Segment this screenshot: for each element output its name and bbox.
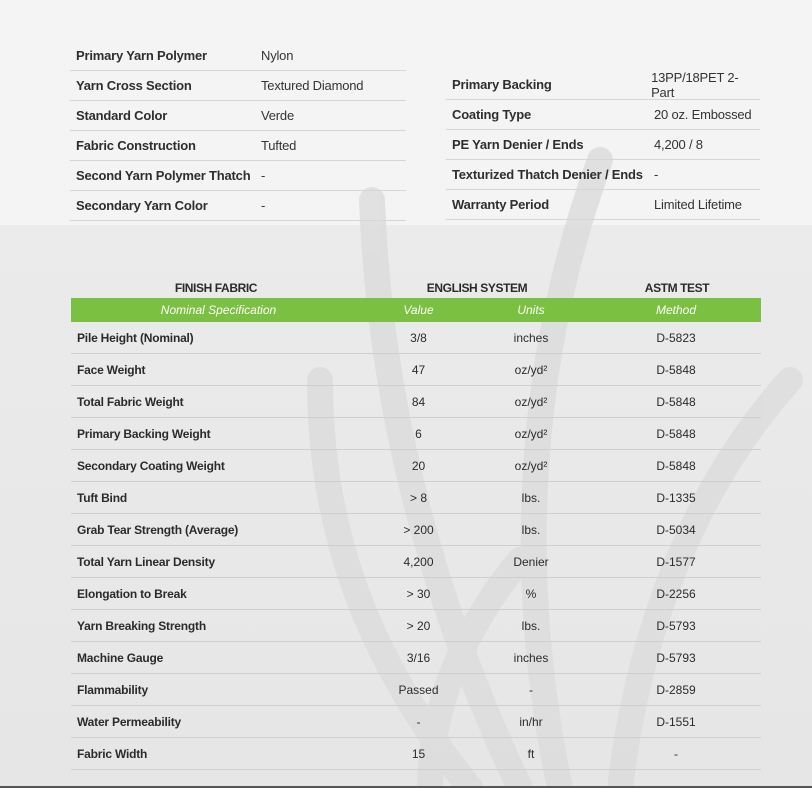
- cell-value: 6: [415, 426, 422, 441]
- cell-value: 84: [411, 394, 426, 409]
- cell-specification: Tuft Bind: [77, 490, 127, 505]
- table-row: [71, 514, 761, 546]
- cell-method: D-5848: [656, 458, 696, 473]
- specs-right-list: [446, 70, 760, 220]
- cell-value: 3/16: [406, 650, 431, 665]
- table-row: [71, 418, 761, 450]
- spec-row: [70, 71, 406, 101]
- cell-specification: Elongation to Break: [77, 586, 187, 601]
- english-system-header: ENGLISH SYSTEM: [426, 281, 528, 295]
- cell-value: > 8: [409, 490, 427, 505]
- spec-label: Primary Yarn Polymer: [76, 48, 207, 63]
- table-row: [71, 610, 761, 642]
- table-group-header: [71, 278, 761, 298]
- cell-units: inches: [513, 650, 549, 665]
- cell-specification: Total Fabric Weight: [77, 394, 184, 409]
- spec-label: Texturized Thatch Denier / Ends: [452, 167, 643, 182]
- cell-specification: Machine Gauge: [77, 650, 164, 665]
- cell-specification: Total Yarn Linear Density: [77, 554, 215, 569]
- spec-row: [70, 101, 406, 131]
- cell-specification: Secondary Coating Weight: [77, 458, 225, 473]
- cell-units: lbs.: [521, 490, 541, 505]
- cell-method: -: [674, 746, 678, 761]
- spec-row: [70, 131, 406, 161]
- spec-label: Secondary Yarn Color: [76, 198, 208, 213]
- spec-label: Primary Backing: [452, 77, 552, 92]
- col-units: Units: [517, 303, 545, 317]
- cell-specification: Grab Tear Strength (Average): [77, 522, 239, 537]
- table-row: [71, 578, 761, 610]
- spec-value: 13PP/18PET 2-Part: [651, 69, 739, 100]
- cell-method: D-5848: [656, 426, 696, 441]
- spec-value: -: [654, 167, 659, 182]
- cell-value: -: [416, 714, 421, 729]
- cell-value: 20: [411, 458, 426, 473]
- spec-value: -: [261, 168, 266, 183]
- cell-units: lbs.: [521, 618, 541, 633]
- spec-value: 20 oz. Embossed: [654, 107, 752, 122]
- cell-units: in/hr: [519, 714, 543, 729]
- spec-label: Second Yarn Polymer Thatch: [76, 168, 251, 183]
- cell-method: D-2256: [656, 586, 696, 601]
- table-row: [71, 738, 761, 770]
- cell-method: D-2859: [656, 682, 696, 697]
- cell-specification: Water Permeability: [77, 714, 181, 729]
- spec-value: Limited Lifetime: [654, 197, 742, 212]
- col-method: Method: [655, 303, 697, 317]
- cell-units: oz/yd²: [514, 362, 548, 377]
- cell-units: Denier: [513, 554, 549, 569]
- spec-label: Fabric Construction: [76, 138, 196, 153]
- spec-row: [70, 191, 406, 221]
- col-nominal-specification: Nominal Specification: [160, 303, 277, 317]
- cell-method: D-5848: [656, 394, 696, 409]
- table-row: [71, 354, 761, 386]
- cell-method: D-5848: [656, 362, 696, 377]
- cell-units: ft: [527, 746, 535, 761]
- cell-method: D-5823: [656, 330, 696, 345]
- spec-value: Verde: [261, 108, 294, 123]
- spec-label: Standard Color: [76, 108, 168, 123]
- spec-row: [446, 70, 760, 100]
- spec-label: Coating Type: [452, 107, 531, 122]
- cell-units: -: [529, 682, 533, 697]
- cell-value: Passed: [398, 682, 439, 697]
- spec-row: [446, 160, 760, 190]
- cell-units: oz/yd²: [514, 394, 548, 409]
- cell-units: lbs.: [521, 522, 541, 537]
- cell-method: D-5793: [656, 618, 696, 633]
- cell-value: 47: [411, 362, 426, 377]
- cell-units: %: [525, 586, 537, 601]
- cell-specification: Primary Backing Weight: [77, 426, 211, 441]
- cell-value: 3/8: [410, 330, 427, 345]
- table-row: [71, 386, 761, 418]
- specifications-table: [71, 278, 761, 770]
- table-body: [71, 322, 761, 770]
- spec-label: Yarn Cross Section: [76, 78, 192, 93]
- table-row: [71, 546, 761, 578]
- table-column-header: [71, 298, 761, 322]
- cell-method: D-1577: [656, 554, 696, 569]
- spec-value: -: [261, 198, 266, 213]
- cell-method: D-5793: [656, 650, 696, 665]
- spec-label: Warranty Period: [452, 197, 549, 212]
- spec-value: 4,200 / 8: [654, 137, 703, 152]
- spec-row: [446, 100, 760, 130]
- spec-value: Textured Diamond: [261, 78, 364, 93]
- cell-method: D-1551: [656, 714, 696, 729]
- astm-test-header: ASTM TEST: [644, 281, 710, 295]
- spec-row: [446, 190, 760, 220]
- table-row: [71, 322, 761, 354]
- cell-value: > 30: [406, 586, 431, 601]
- spec-row: [70, 41, 406, 71]
- table-row: [71, 674, 761, 706]
- spec-row: [70, 161, 406, 191]
- cell-specification: Yarn Breaking Strength: [77, 618, 206, 633]
- cell-value: > 20: [406, 618, 431, 633]
- spec-value: Tufted: [261, 138, 297, 153]
- cell-specification: Fabric Width: [77, 746, 148, 761]
- cell-specification: Face Weight: [77, 362, 146, 377]
- cell-value: 4,200: [403, 554, 434, 569]
- col-value: Value: [403, 303, 434, 317]
- cell-units: oz/yd²: [514, 458, 548, 473]
- cell-value: > 200: [403, 522, 434, 537]
- cell-specification: Flammability: [77, 682, 148, 697]
- spec-label: PE Yarn Denier / Ends: [452, 137, 584, 152]
- table-row: [71, 706, 761, 738]
- finish-fabric-header: FINISH FABRIC: [174, 281, 258, 295]
- table-row: [71, 450, 761, 482]
- cell-units: oz/yd²: [514, 426, 548, 441]
- spec-row: [446, 130, 760, 160]
- cell-units: inches: [513, 330, 549, 345]
- cell-method: D-5034: [656, 522, 696, 537]
- specs-left-list: [70, 41, 406, 221]
- cell-specification: Pile Height (Nominal): [77, 330, 194, 345]
- cell-method: D-1335: [656, 490, 696, 505]
- table-row: [71, 642, 761, 674]
- spec-value: Nylon: [261, 48, 294, 63]
- cell-value: 15: [411, 746, 426, 761]
- table-row: [71, 482, 761, 514]
